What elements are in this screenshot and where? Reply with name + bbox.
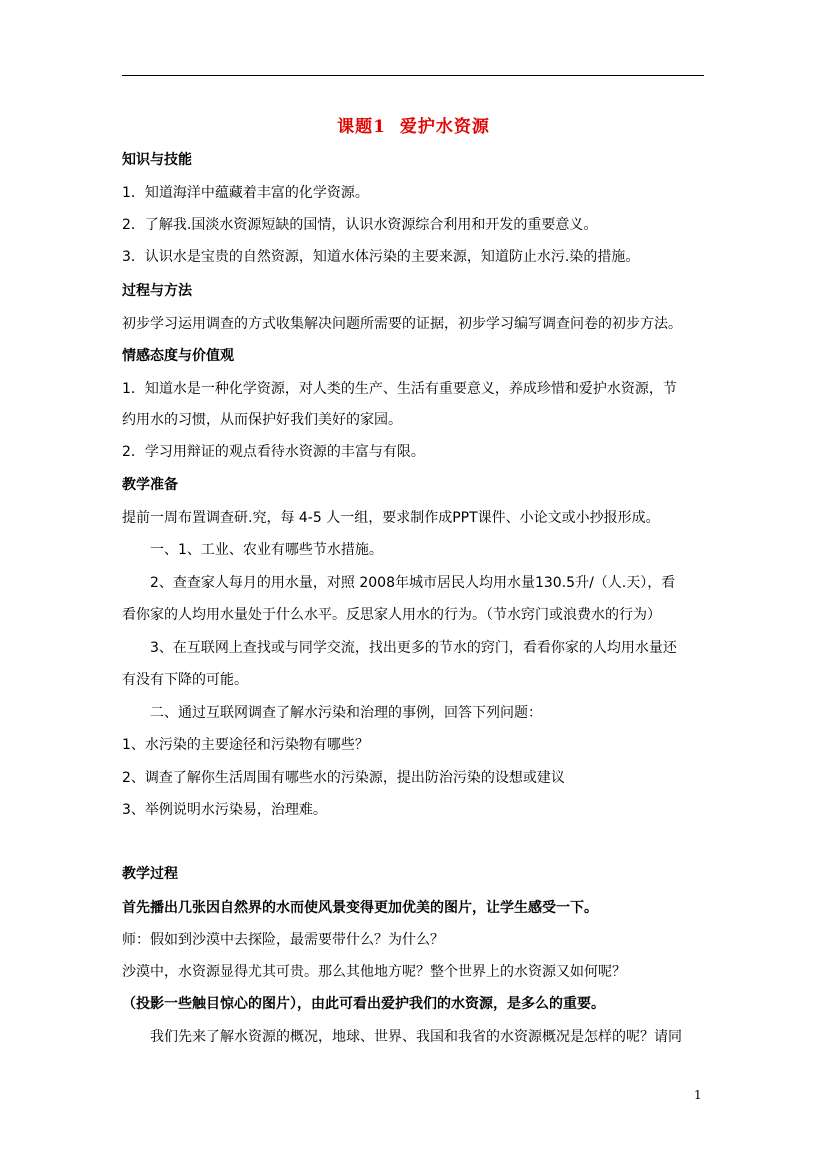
text-line: 初步学习运用调查的方式收集解决问题所需要的证据，初步学习编写调查问卷的初步方法。 xyxy=(122,316,682,332)
text-line: 3、举例说明水污染易，治理难。 xyxy=(122,802,327,818)
text-line: 2．学习用辩证的观点看待水资源的丰富与有限。 xyxy=(122,444,425,460)
title-main: 爱护水资源 xyxy=(399,117,490,137)
text-line: 沙漠中，水资源显得尤其可贵。那么其他地方呢？整个世界上的水资源又如何呢？ xyxy=(122,964,626,980)
page-title xyxy=(0,112,827,137)
text-line: 有没有下降的可能。 xyxy=(122,672,248,688)
text-line: 1、水污染的主要途径和污染物有哪些？ xyxy=(122,737,369,753)
header-rule xyxy=(122,75,704,76)
section-heading-process: 过程与方法 xyxy=(122,283,192,299)
text-line: 首先播出几张因自然界的水而使风景变得更加优美的图片，让学生感受一下。 xyxy=(122,900,598,916)
section-heading-teaching-process: 教学过程 xyxy=(122,866,178,882)
text-line: 看你家的人均用水量处于什么水平。反思家人用水的行为。（节水窍门或浪费水的行为） xyxy=(122,607,661,623)
text-line: 一、1、工业、农业有哪些节水措施。 xyxy=(150,542,383,558)
text-line: 师：假如到沙漠中去探险，最需要带什么？为什么？ xyxy=(122,932,444,948)
text-line: 3．认识水是宝贵的自然资源，知道水体污染的主要来源，知道防止水污.染的措施。 xyxy=(122,249,640,265)
text-line: 2、调查了解你生活周围有哪些水的污染源，提出防治污染的设想或建议 xyxy=(122,770,565,786)
text-line: 约用水的习惯，从而保护好我们美好的家园。 xyxy=(122,412,402,428)
section-heading-preparation: 教学准备 xyxy=(122,477,178,493)
section-heading-attitude: 情感态度与价值观 xyxy=(122,348,234,364)
title-prefix: 课题1 xyxy=(337,117,386,137)
text-line: （投影一些触目惊心的图片），由此可看出爱护我们的水资源，是多么的重要。 xyxy=(122,996,605,1012)
text-line: 我们先来了解水资源的概况，地球、世界、我国和我省的水资源概况是怎样的呢？请同 xyxy=(150,1029,682,1045)
text-line: 3、在互联网上查找或与同学交流，找出更多的节水的窍门，看看你家的人均用水量还 xyxy=(150,640,677,656)
section-heading-knowledge: 知识与技能 xyxy=(122,152,192,168)
text-line: 2．了解我.国淡水资源短缺的国情，认识水资源综合利用和开发的重要意义。 xyxy=(122,217,598,233)
text-line: 提前一周布置调查研.究，每 4-5 人一组，要求制作成PPT课件、小论文或小抄报形成。 xyxy=(122,510,660,526)
text-line: 二、通过互联网调查了解水污染和治理的事例，回答下列问题： xyxy=(150,705,542,721)
text-line: 2、查查家人每月的用水量，对照 2008年城市居民人均用水量130.5升/（人.天），看 xyxy=(150,575,676,591)
text-line: 1．知道海洋中蕴藏着丰富的化学资源。 xyxy=(122,185,369,201)
text-line: 1．知道水是一种化学资源，对人类的生产、生活有重要意义，养成珍惜和爱护水资源，节 xyxy=(122,381,677,397)
page-number: 1 xyxy=(694,1088,702,1102)
